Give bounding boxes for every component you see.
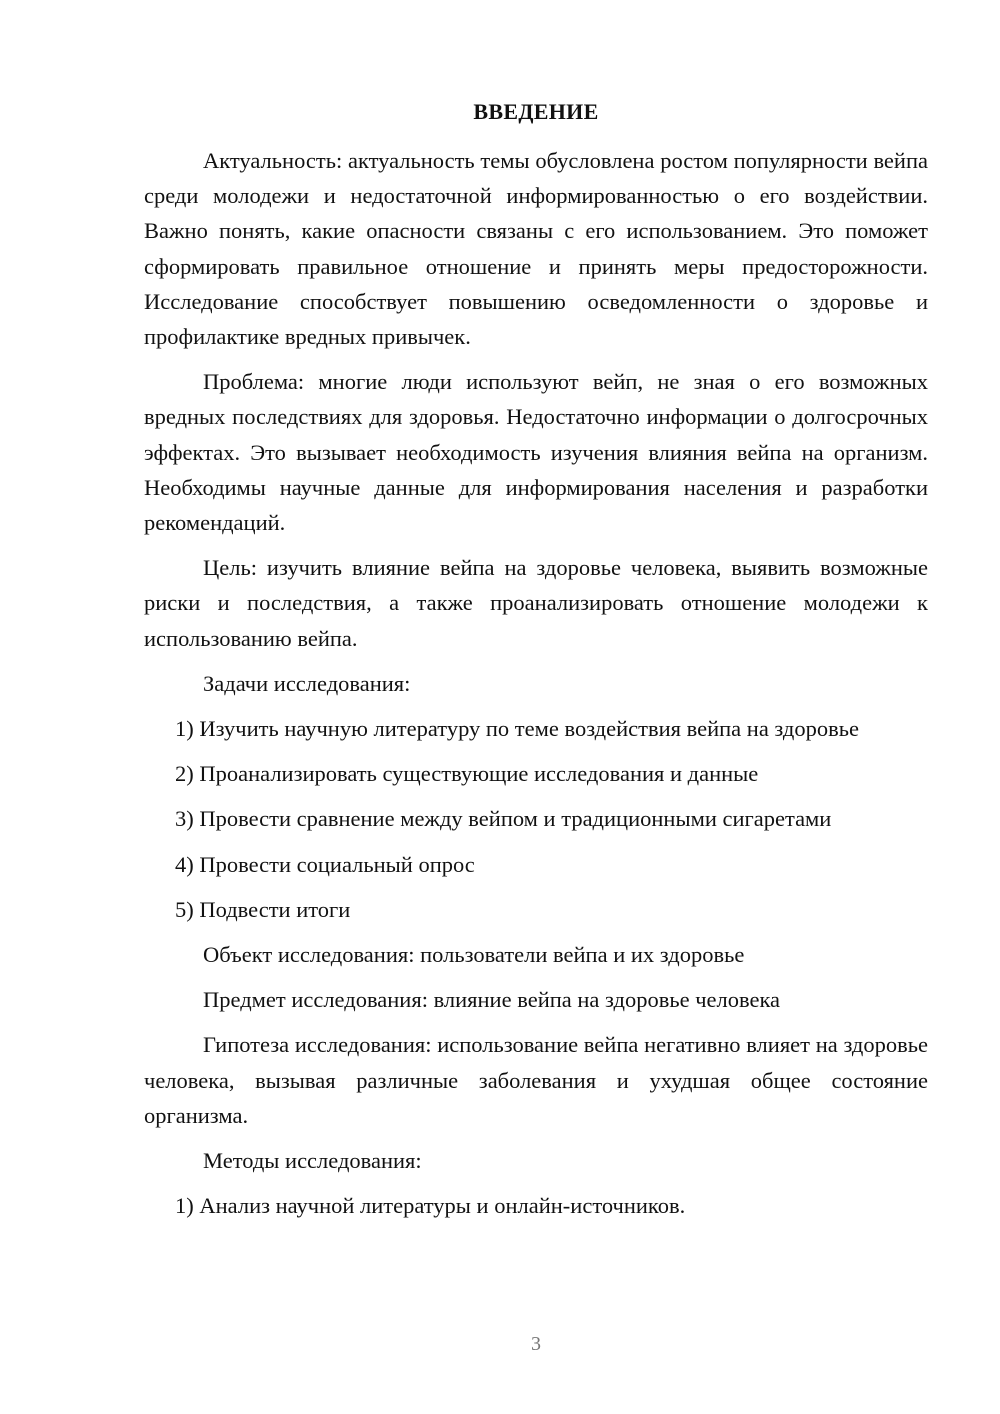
task-item: 5) Подвести итоги — [175, 896, 351, 922]
task-item: 3) Провести сравнение между вейпом и традиционными сигаретами — [175, 806, 832, 832]
paragraph-problem: Проблема: многие люди используют вейп, не зная о его возможных вредных последствиях для здоровья. Недостаточно информации о долгосрочных эффектах. Это вызывает необходимость изучения влияния вейпа на организм. Необходимы научные данные для информирования населения и разработки рекомендаций. — [144, 369, 928, 536]
task-item: 1) Изучить научную литературу по теме воздействия вейпа на здоровье — [175, 716, 859, 742]
paragraph-subject: Предмет исследования: влияние вейпа на здоровье человека — [203, 987, 781, 1013]
section-heading: ВВЕДЕНИЕ — [473, 99, 599, 124]
document-body — [144, 143, 928, 1233]
page-number: 3 — [531, 1333, 541, 1355]
methods-heading: Методы исследования: — [203, 1148, 422, 1174]
paragraph-relevance: Актуальность: актуальность темы обусловлена ростом популярности вейпа среди молодежи и недостаточной информированностью о его воздействии. Важно понять, какие опасности связаны с его использованием. Это поможет сформировать правильное отношение и принять меры предосторожности. Исследование способствует повышению осведомленности о здоровье и профилактике вредных привычек. — [144, 148, 928, 350]
paragraph-object: Объект исследования: пользователи вейпа и их здоровье — [203, 942, 745, 968]
task-item: 2) Проанализировать существующие исследования и данные — [175, 761, 759, 787]
paragraph-goal: Цель: изучить влияние вейпа на здоровье человека, выявить возможные риски и последствия, а также проанализировать отношение молодежи к использованию вейпа. — [144, 555, 928, 651]
method-item: 1) Анализ научной литературы и онлайн-источников. — [175, 1193, 686, 1219]
task-item: 4) Провести социальный опрос — [175, 851, 475, 877]
paragraph-hypothesis: Гипотеза исследования: использование вейпа негативно влияет на здоровье человека, вызывая различные заболевания и ухудшая общее состояние организма. — [144, 1032, 928, 1128]
tasks-heading: Задачи исследования: — [203, 670, 411, 696]
